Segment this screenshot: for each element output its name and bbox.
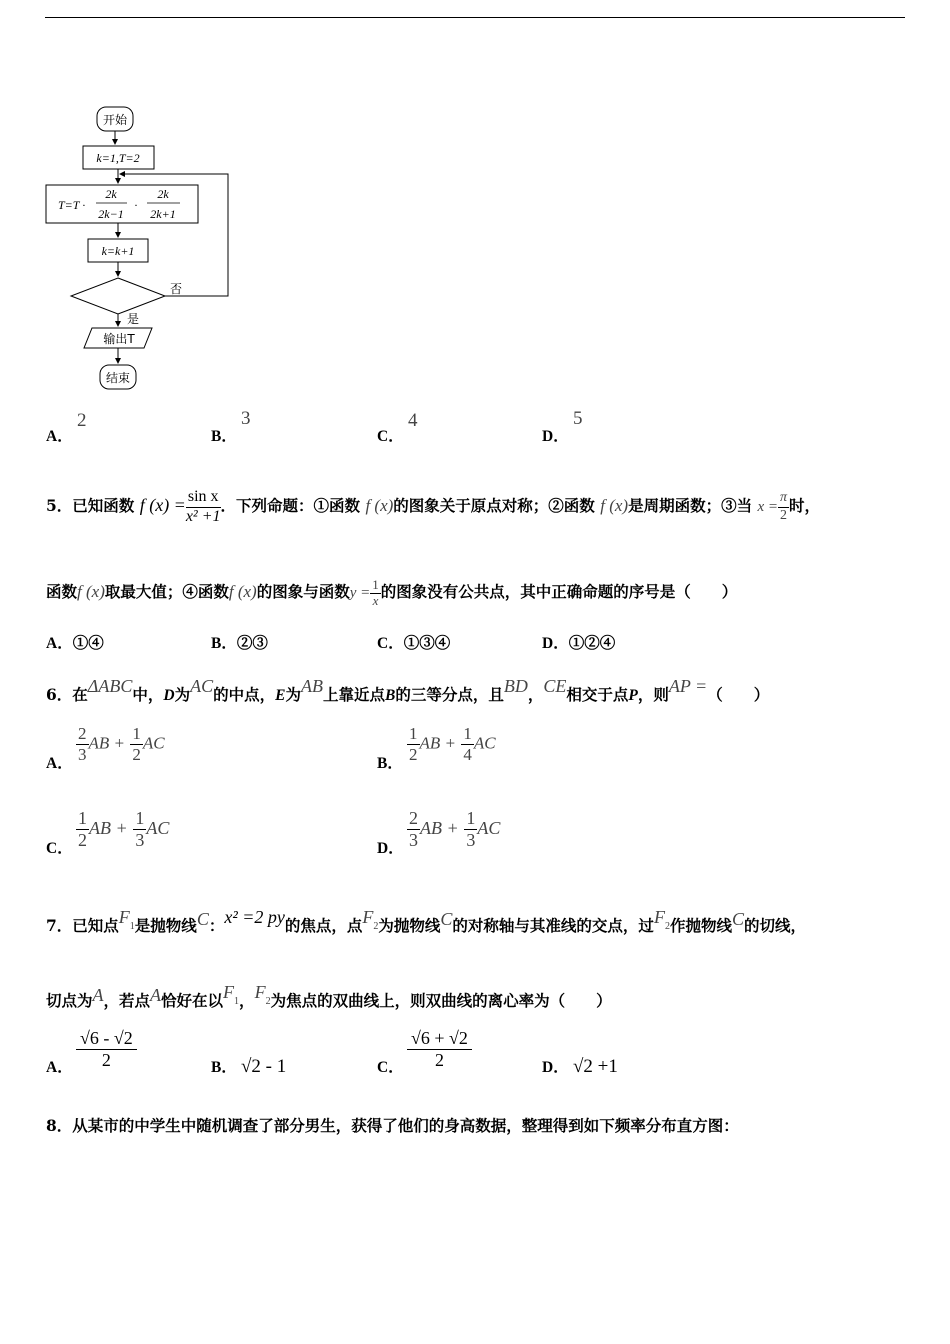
q7-line1: 7．已知点F1是抛物线C：x² =2 py的焦点，点F2为抛物线C的对称轴与其准线的交点，过F2作抛物线C的切线， — [46, 907, 806, 935]
q6-option-a-expr: $\frac{2}{3}$ AB + $\frac{1}{2}$ AC — [78, 724, 165, 764]
q6-option-b[interactable]: B． — [377, 755, 403, 772]
q5-option-a[interactable]: A．①④ — [46, 635, 104, 652]
flow-end-text: 结束 — [105, 371, 131, 385]
flow-frac2-den: 2k+1 — [150, 207, 176, 221]
flow-frac1-num: 2k — [105, 187, 117, 201]
flow-frac1-den: 2k−1 — [98, 207, 124, 221]
q6-option-d[interactable]: D． — [377, 840, 404, 857]
q5-line2: 函数f (x)取最大值；④函数f (x)的图象与函数y = $\frac{1}{x}$ 的图象没有公共点，其中正确命题的序号是（ ） — [46, 576, 738, 608]
q7-option-c-expr: $\frac{√6 + √2}{2}$ — [407, 1028, 472, 1070]
flow-start-text: 开始 — [102, 113, 128, 127]
q6-option-b-expr: $\frac{1}{2}$ AB + $\frac{1}{4}$ AC — [409, 724, 496, 764]
q7-option-c[interactable]: C． — [377, 1059, 404, 1076]
q4-option-d-value: 5 — [573, 408, 583, 429]
q5-option-b[interactable]: B．②③ — [211, 635, 268, 652]
q4-option-b-value: 3 — [241, 408, 251, 429]
header-rule — [45, 17, 905, 18]
q6-option-c-expr: $\frac{1}{2}$ AB + $\frac{1}{3}$ AC — [78, 808, 170, 850]
q4-option-c-value: 4 — [408, 410, 418, 431]
q7-option-a[interactable]: A． — [46, 1059, 73, 1076]
flow-no-label: 否 — [170, 282, 183, 296]
q4-option-b[interactable]: B． — [211, 428, 237, 445]
flow-update-lhs: T=T · — [58, 198, 86, 212]
flowchart — [40, 100, 240, 395]
q6-stem: 6．在ΔABC中，D为AC的中点，E为AB上靠近点B的三等分点，且BD，CE相交于点P，则AP =（ ） — [46, 676, 770, 704]
q6-option-c[interactable]: C． — [46, 840, 73, 857]
q7-option-a-expr: $\frac{√6 - √2}{2}$ — [76, 1028, 137, 1070]
flow-frac2-num: 2k — [157, 187, 169, 201]
flow-yes-label: 是 — [127, 312, 140, 326]
q4-option-d[interactable]: D． — [542, 428, 569, 445]
flow-init-text: k=1,T=2 — [96, 151, 140, 165]
q7-option-d-value: √2 +1 — [573, 1056, 618, 1077]
q8-stem: 8．从某市的中学生中随机调查了部分男生，获得了他们的身高数据，整理得到如下频率分布直方图： — [46, 1116, 739, 1135]
q4-option-a[interactable]: A． — [46, 428, 73, 445]
q4-option-a-value: 2 — [77, 410, 87, 431]
q5-option-d[interactable]: D．①②④ — [542, 635, 616, 652]
flow-output-text: 输出T — [103, 332, 135, 346]
q5-option-c[interactable]: C．①③④ — [377, 635, 451, 652]
flow-decision-node — [71, 278, 165, 314]
q4-option-c[interactable]: C． — [377, 428, 404, 445]
q7-option-b-value: √2 - 1 — [241, 1056, 287, 1077]
q7-option-d[interactable]: D． — [542, 1059, 569, 1076]
q6-option-d-expr: $\frac{2}{3}$ AB + $\frac{1}{3}$ AC — [409, 808, 501, 850]
q6-option-a[interactable]: A． — [46, 755, 73, 772]
q5-line1: 5．已知函数 f (x) = $\frac{\text{sin x}}{\text{x² +1}}$ ．下列命题：①函数 f (x)的图象关于原点对称；②函数 f (x)是周期函数；③当 x = $\frac{\pi}{2}$ 时， — [46, 488, 821, 525]
q7-line2: 切点为A，若点A恰好在以F1，F2为焦点的双曲线上，则双曲线的离心率为（ ） — [46, 982, 612, 1010]
q7-option-b[interactable]: B． — [211, 1059, 237, 1076]
flow-inc-text: k=k+1 — [101, 244, 135, 258]
flow-dot: · — [134, 198, 138, 212]
